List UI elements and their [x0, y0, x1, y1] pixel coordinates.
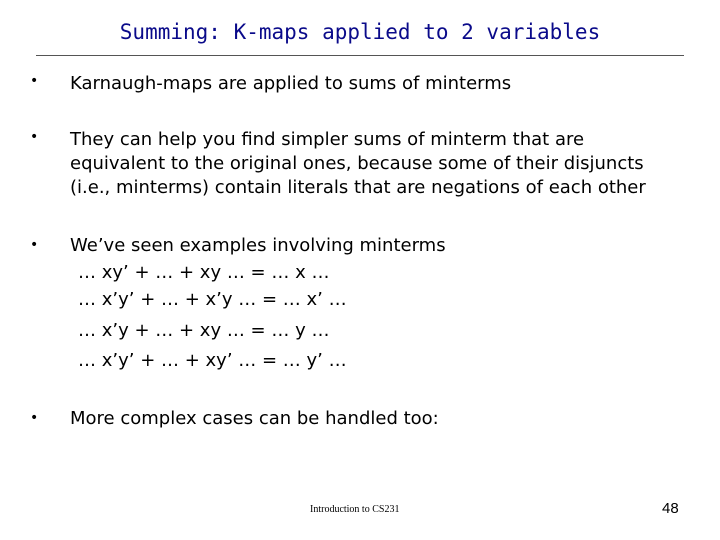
title-rule: [36, 55, 684, 56]
page-title: Summing: K-maps applied to 2 variables: [119, 20, 601, 44]
bullet-marker: •: [30, 237, 39, 253]
example-line: … x’y + … + xy … = … y …: [78, 320, 330, 341]
bullet-marker: •: [30, 73, 39, 89]
bullet-marker: •: [30, 410, 39, 426]
bullet-marker: •: [30, 129, 39, 145]
bullet-text-line: equivalent to the original ones, because some of their disjuncts: [70, 153, 644, 174]
example-line: … x’y’ + … + xy’ … = … y’ …: [78, 350, 347, 371]
bullet-text-line: They can help you find simpler sums of minterm that are: [70, 129, 585, 150]
bullet-text: We’ve seen examples involving minterms: [70, 235, 446, 256]
page-number: 48: [662, 500, 679, 517]
example-line: … xy’ + … + xy … = … x …: [78, 262, 330, 283]
bullet-text-line: (i.e., minterms) contain literals that are negations of each other: [70, 177, 646, 198]
bullet-text: More complex cases can be handled too:: [70, 408, 439, 429]
footer-text: Introduction to CS231: [310, 504, 400, 515]
example-line: … x’y’ + … + x’y … = … x’ …: [78, 289, 347, 310]
bullet-text: Karnaugh-maps are applied to sums of minterms: [70, 73, 512, 94]
